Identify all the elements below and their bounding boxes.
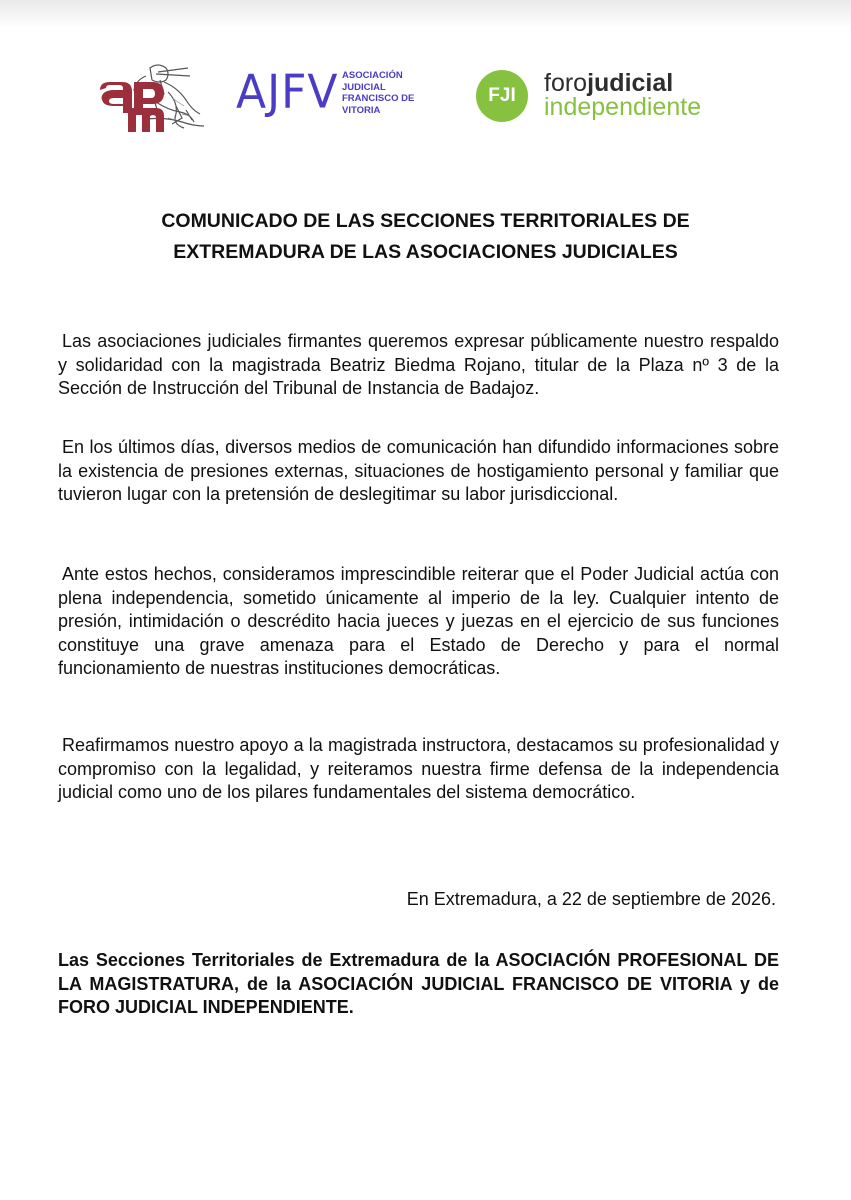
document-date: En Extremadura, a 22 de septiembre de 2026. bbox=[406, 889, 776, 909]
ajfv-logo-text: ASOCIACIÓN JUDICIAL FRANCISCO DE VITORIA bbox=[342, 70, 415, 116]
fji-badge: FJI bbox=[476, 70, 528, 122]
paragraph-2: En los últimos días, diversos medios de comunicación han difundido informaciones sobre la existencia de presiones externas, situaciones de hostigamiento personal y familiar que tuvieron lugar con la pretensión de deslegitimar su labor jurisdiccional. bbox=[58, 437, 779, 505]
apm-logo bbox=[98, 62, 216, 134]
paragraph-1: Las asociaciones judiciales firmantes queremos expresar públicamente nuestro respaldo y solidaridad con la magistrada Beatriz Biedma Rojano, titular de la Plaza nº 3 de la Sección de Instrucción del Tribunal de Instancia de Badajoz. bbox=[58, 331, 779, 399]
top-shade bbox=[0, 0, 851, 28]
title-line-1: COMUNICADO DE LAS SECCIONES TERRITORIALES DE bbox=[161, 210, 690, 232]
ajfv-logo-mark: AJFV bbox=[236, 65, 339, 120]
paragraph-3: Ante estos hechos, consideramos imprescindible reiterar que el Poder Judicial actúa con plena independencia, sometido únicamente al imperio de la ley. Cualquier intento de presión, intimidación o descrédito hacia jueces y juezas en el ejercicio de sus funciones constituye una grave amenaza para el Estado de Derecho y para el normal funcionamiento de nuestras instituciones democráticas. bbox=[58, 564, 779, 679]
fji-logo-prefix: foro bbox=[544, 69, 588, 97]
ajfv-logo bbox=[236, 65, 436, 124]
document-title bbox=[60, 206, 791, 268]
fji-logo bbox=[476, 70, 746, 122]
paragraph-4: Reafirmamos nuestro apoyo a la magistrada instructora, destacamos su profesionalidad y compromiso con la legalidad, y reiteramos nuestra firme defensa de la independencia judicial como uno de los pilares fundamentales del sistema democrático. bbox=[58, 735, 779, 803]
signature-block: Las Secciones Territoriales de Extremadura de la ASOCIACIÓN PROFESIONAL DE LA MAGISTRATURA, de la ASOCIACIÓN JUDICIAL FRANCISCO DE VITORIA y de FORO JUDICIAL INDEPENDIENTE. bbox=[58, 950, 779, 1018]
title-line-2: EXTREMADURA DE LAS ASOCIACIONES JUDICIALES bbox=[173, 241, 678, 263]
fji-logo-bold: judicial bbox=[587, 69, 674, 97]
fji-logo-line2: independiente bbox=[544, 93, 702, 121]
